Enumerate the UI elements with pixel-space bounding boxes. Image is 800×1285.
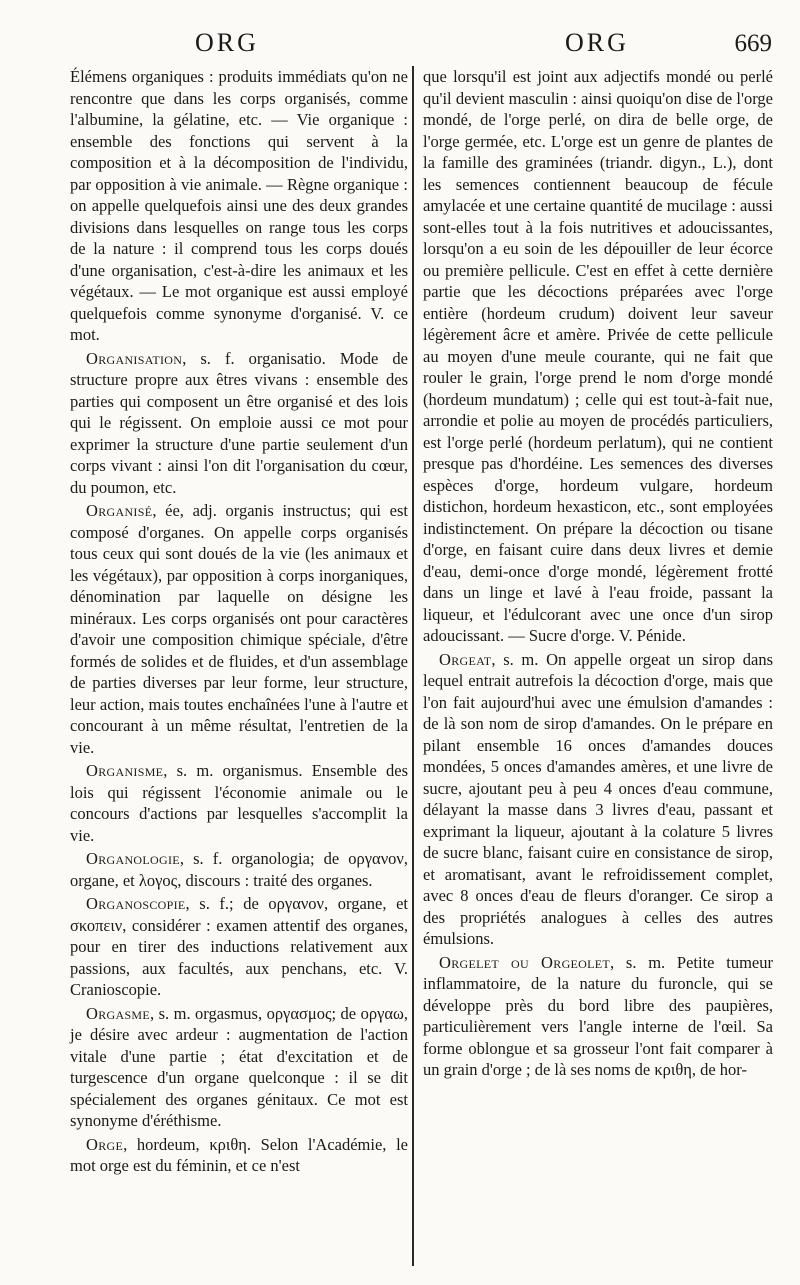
continued-entry-text: que lorsqu'il est joint aux adjectifs mondé ou perlé qu'il devient masculin : ainsi quoiqu'on dise de l'orge mondé, de l'orge perlé, on dira de belle orge, de l'orge germée, etc. L'orge est un genre de plantes de la famille des graminées (triandr. digyn., L.), dont les semences contiennent beaucoup de fécule amylacée et une certaine quantité de mucilage : aussi sont-elles tout à la fois nutritives et adoucissantes, lorsqu'on a eu soin de les dépouiller de leur écorce ou première pellicule. C'est en effet à cette dernière partie que les décoctions préparées avec l'orge entière (hordeum crudum) doivent leur saveur légèrement âcre et amère. Privée de cette pellicule au moyen d'une meule courante, qui ne fait que rouler le grain, l'orge prend le nom d'orge mondé (hordeum mundatum) ; celle qui est tout-à-fait nue, arrondie et polie au moyen de procédés particuliers, est l'orge perlé (hordeum perlatum), qui ne contient presque pas d'hordéine. Les semences des diverses espèces d'orge, hordeum vulgare, hordeum distichon, hordeum hexasticon, etc., sont employées indistinctement. On prépare la décoction ou tisane d'orge, en faisant cuire dans deux livres et demie d'eau, demi-once d'orge mondé, légèrement frotté dans un linge et lavé à l'eau froide, passant la liqueur, et l'édulcorant avec une once d'un sirop adoucissant. — Sucre d'orge. V. Pénide. — [423, 67, 774, 645]
entry-headword: Organisé — [86, 501, 153, 520]
entry-orgasme — [70, 1003, 408, 1132]
entry-orgeat — [423, 649, 773, 950]
entry-definition: , s. f. organologia; de οργανον, organe, et λογος, discours : traité des organes. — [70, 849, 408, 890]
entry-headword: Organisation — [86, 348, 183, 368]
entry-organisme — [70, 760, 408, 846]
entry-definition: , s. m. Petite tumeur inflammatoire, de la nature du furoncle, qui se développe près du bord libre des paupières, particulièrement vers l'angle interne de l'œil. Sa forme oblongue et sa grosseur l'ont fait comparer à un grain d'orge ; de là ses noms de κριθη, de hor- — [423, 952, 773, 1079]
entry-headword: Orgeat — [439, 649, 492, 669]
column-divider — [412, 66, 414, 1266]
entry-definition: , s. m. orgasmus, οργασμος; de οργαω, je désire avec ardeur : augmentation de l'action vitale d'une partie ; état d'excitation et de turgescence d'un organe quelconque : il se dit spécialement des organes génitaux. Ce mot est synonyme d'éréthisme. — [70, 1003, 408, 1130]
entry-definition: , ée, adj. organis instructus; qui est composé d'organes. On appelle corps organisés tous ceux qui sont doués de la vie (les animaux et les végétaux), par opposition à corps inorganiques, dénomination par laquelle on désigne les minéraux. Les corps organisés ont pour caractères d'avoir une composition chimique spéciale, d'être formés de solides et de fluides, et d'un assemblage de parties diverses par leur forme, leur structure, leur action, mais toutes enchaînées l'une à l'autre et concourant à un même résultat, l'entretien de la vie. — [70, 501, 408, 757]
entry-organologie — [70, 848, 408, 891]
entry-definition: , s. m. organismus. Ensemble des lois qui régissent l'économie animale ou le concours d'actions par lesquelles s'accomplit la vie. — [70, 761, 408, 845]
entry-definition: , s. f.; de οργανον, organe, et σκοπειν, considérer : examen attentif des organes, pour en tirer des inductions relativement aux passions, aux facultés, aux penchans, etc. V. Cranioscopie. — [70, 894, 408, 999]
entry-definition: , hordeum, κριθη. Selon l'Académie, le mot orge est du féminin, et ce n'est — [70, 1134, 408, 1175]
entry-orge — [70, 1134, 408, 1177]
entry-definition: , s. m. On appelle orgeat un sirop dans lequel entrait autrefois la décoction d'orge, mais que l'on fait aujourd'hui avec une émulsion d'amandes : de là son nom de sirop d'amandes. On le prépare en pilant ensemble 16 onces d'amandes douces mondées, 5 onces d'amandes amères, et une livre de sucre, ajoutant peu à peu 4 onces d'eau commune, délayant la masse dans 3 livres d'eau, passant et exprimant la liqueur, ajoutant à la colature 5 livres de sucre blanc, faisant cuire en consistance de sirop, et aromatisant, avant le refroidissement complet, avec 8 onces d'eau de fleurs d'oranger. Ce sirop a des propriétés analogues à celles des autres émulsions. — [423, 649, 773, 948]
entry-headword: Organisme — [86, 761, 164, 780]
entry-organisation — [70, 348, 408, 499]
entry-headword: Organologie — [86, 849, 180, 868]
running-head-right: ORG — [565, 28, 629, 57]
entry-headword: Organoscopie — [86, 894, 186, 913]
right-column — [423, 66, 773, 1081]
page-number: 669 — [734, 30, 772, 57]
left-column — [70, 66, 408, 1177]
entry-organise — [70, 500, 408, 758]
entry-headword: Orgelet ou Orgeolet — [439, 952, 611, 972]
entry-headword: Orgasme — [86, 1003, 151, 1023]
entry-orgelet — [423, 952, 773, 1081]
running-head-left: ORG — [195, 28, 259, 57]
entry-headword: Orge — [86, 1134, 124, 1154]
running-header — [0, 28, 800, 60]
entry-organoscopie — [70, 893, 408, 1001]
continued-entry-text: Élémens organiques : produits immédiats qu'on ne rencontre que dans les corps organisés, comme l'albumine, la gélatine, etc. — Vie organique : ensemble des fonctions qui servent à la composition et à la décomposition de l'individu, par opposition à vie animale. — Règne organique : on appelle quelquefois ainsi une des deux grandes divisions dans lesquelles on range tous les corps de la nature : il comprend tous les corps doués d'une organisation, c'est-à-dire les animaux et les végétaux. — Le mot organique est aussi employé quelquefois comme synonyme d'organisé. V. ce mot. — [70, 67, 408, 344]
entry-definition: , s. f. organisatio. Mode de structure propre aux êtres vivans : ensemble des parties qui composent un être organisé et des lois qui le régissent. On emploie aussi ce mot pour exprimer la structure d'une partie seulement d'un corps vivant : ainsi l'on dit l'organisation du cœur, du poumon, etc. — [70, 348, 408, 497]
